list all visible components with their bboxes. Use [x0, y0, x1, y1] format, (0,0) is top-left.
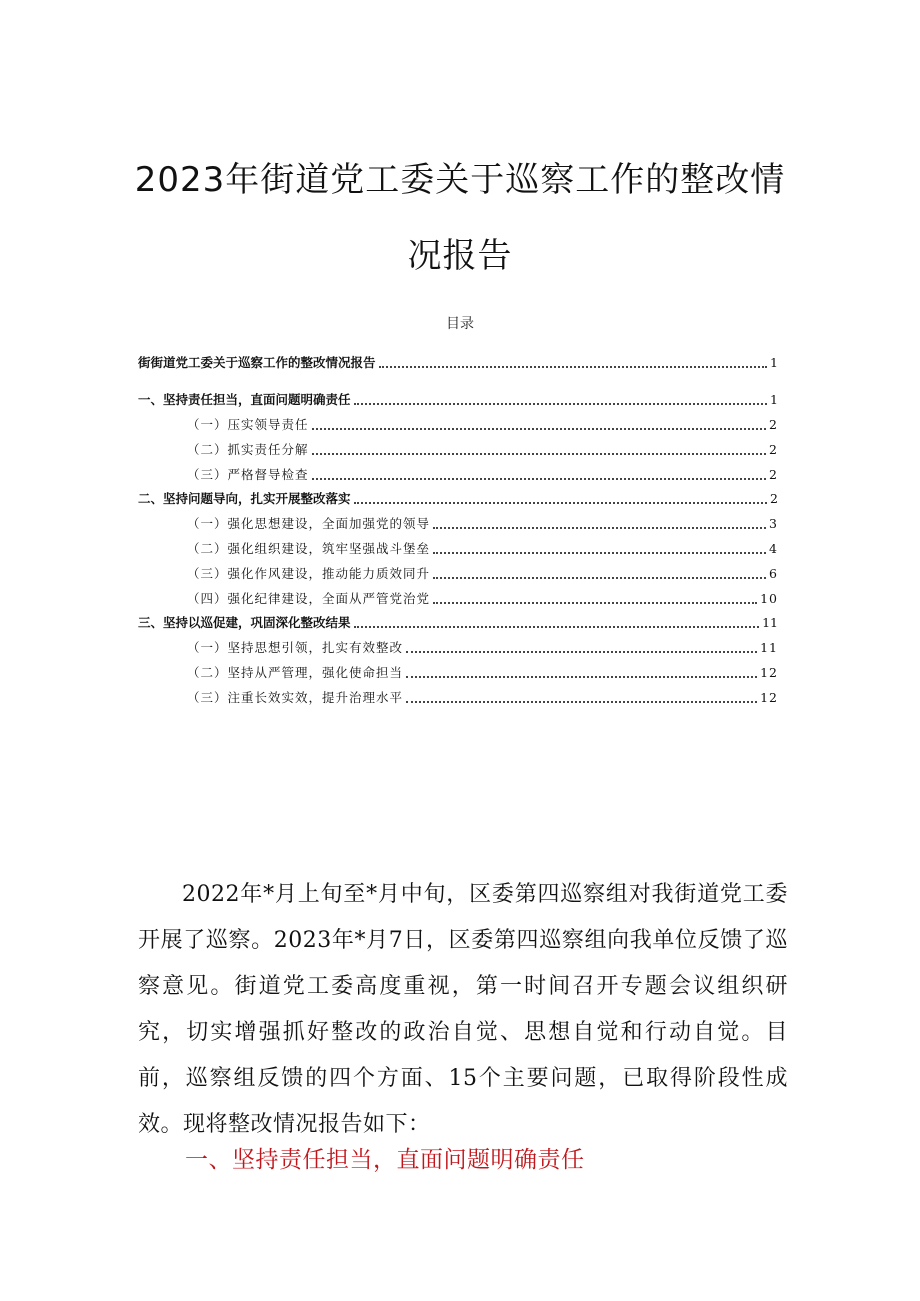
document-title-line-1: 2023年街道党工委关于巡察工作的整改情 — [134, 160, 786, 200]
toc-entry-page: 3 — [769, 516, 778, 531]
toc-leader-dots — [406, 675, 757, 678]
toc-entry-page: 12 — [760, 690, 778, 705]
toc-entry-page: 10 — [760, 591, 778, 606]
toc-leader-dots — [312, 427, 767, 430]
body-paragraph: 2022年*月上旬至*月中旬，区委第四巡察组对我街道党工委开展了巡察。2023年*月7日，区委第四巡察组向我单位反馈了巡察意见。街道党工委高度重视，第一时间召开专题会议组织研究，切实增强抓好整改的政治自觉、思想自觉和行动自觉。目前，巡察组反馈的四个方面、15个主要问题，已取得阶段性成效。现将整改情况报告如下： — [138, 882, 788, 1137]
document-title-line-2: 况报告 — [407, 236, 513, 276]
toc-leader-dots — [406, 650, 757, 653]
toc-entry-text: （三）强化作风建设，推动能力质效同升 — [187, 566, 431, 581]
toc-entry[interactable] — [187, 536, 778, 558]
toc-leader-dots — [433, 601, 757, 604]
toc-leader-dots — [379, 365, 768, 368]
toc-entry[interactable] — [138, 486, 778, 508]
toc-entry[interactable] — [187, 462, 778, 484]
toc-entry[interactable] — [187, 437, 778, 459]
toc-entry[interactable] — [187, 660, 778, 682]
toc-leader-dots — [433, 576, 766, 579]
toc-entry-page: 11 — [760, 640, 778, 655]
toc-leader-dots — [433, 551, 766, 554]
toc-entry-text: 街街道党工委关于巡察工作的整改情况报告 — [138, 355, 376, 370]
toc-entry-text: （一）压实领导责任 — [187, 417, 309, 432]
toc-entry-text: （三）严格督导检查 — [187, 467, 309, 482]
toc-entry-page: 1 — [770, 355, 778, 370]
toc-entry-page: 12 — [760, 665, 778, 680]
toc-entry[interactable] — [187, 511, 778, 533]
toc-leader-dots — [312, 452, 767, 455]
toc-entry-text: （四）强化纪律建设，全面从严管党治党 — [187, 591, 431, 606]
toc-entry-page: 11 — [762, 615, 778, 630]
toc-entry-text: （三）注重长效实效，提升治理水平 — [187, 690, 404, 705]
toc-leader-dots — [433, 526, 766, 529]
toc-entry-text: 一、坚持责任担当，直面问题明确责任 — [138, 392, 351, 407]
toc-entry[interactable] — [138, 350, 778, 372]
toc-entry[interactable] — [138, 387, 778, 409]
toc-entry-text: （二）强化组织建设，筑牢坚强战斗堡垒 — [187, 541, 431, 556]
toc-entry-text: （一）坚持思想引领，扎实有效整改 — [187, 640, 404, 655]
toc-entry-text: （一）强化思想建设，全面加强党的领导 — [187, 516, 431, 531]
section-heading: 一、坚持责任担当，直面问题明确责任 — [185, 1147, 585, 1173]
toc-entry-page: 2 — [769, 442, 778, 457]
toc-entry[interactable] — [187, 561, 778, 583]
toc-entry-page: 2 — [769, 417, 778, 432]
toc-entry[interactable] — [187, 635, 778, 657]
toc-entry[interactable] — [187, 586, 778, 608]
toc-entry-text: （二）抓实责任分解 — [187, 442, 309, 457]
toc-entry-text: 三、坚持以巡促建，巩固深化整改结果 — [138, 615, 351, 630]
toc-entry-page: 1 — [770, 392, 778, 407]
toc-entry-page: 2 — [770, 491, 778, 506]
toc-entry-page: 6 — [769, 566, 778, 581]
toc-entry-page: 4 — [769, 541, 778, 556]
toc-leader-dots — [354, 402, 768, 405]
toc-leader-dots — [312, 477, 767, 480]
toc-leader-dots — [354, 625, 760, 628]
toc-leader-dots — [406, 700, 757, 703]
toc-heading: 目录 — [446, 316, 474, 332]
toc-entry-text: （二）坚持从严管理，强化使命担当 — [187, 665, 404, 680]
toc-entry-page: 2 — [769, 467, 778, 482]
toc-entry[interactable] — [187, 412, 778, 434]
toc-entry-text: 二、坚持问题导向，扎实开展整改落实 — [138, 491, 351, 506]
toc-leader-dots — [354, 501, 768, 504]
toc-entry[interactable] — [187, 685, 778, 707]
toc-entry[interactable] — [138, 610, 778, 632]
